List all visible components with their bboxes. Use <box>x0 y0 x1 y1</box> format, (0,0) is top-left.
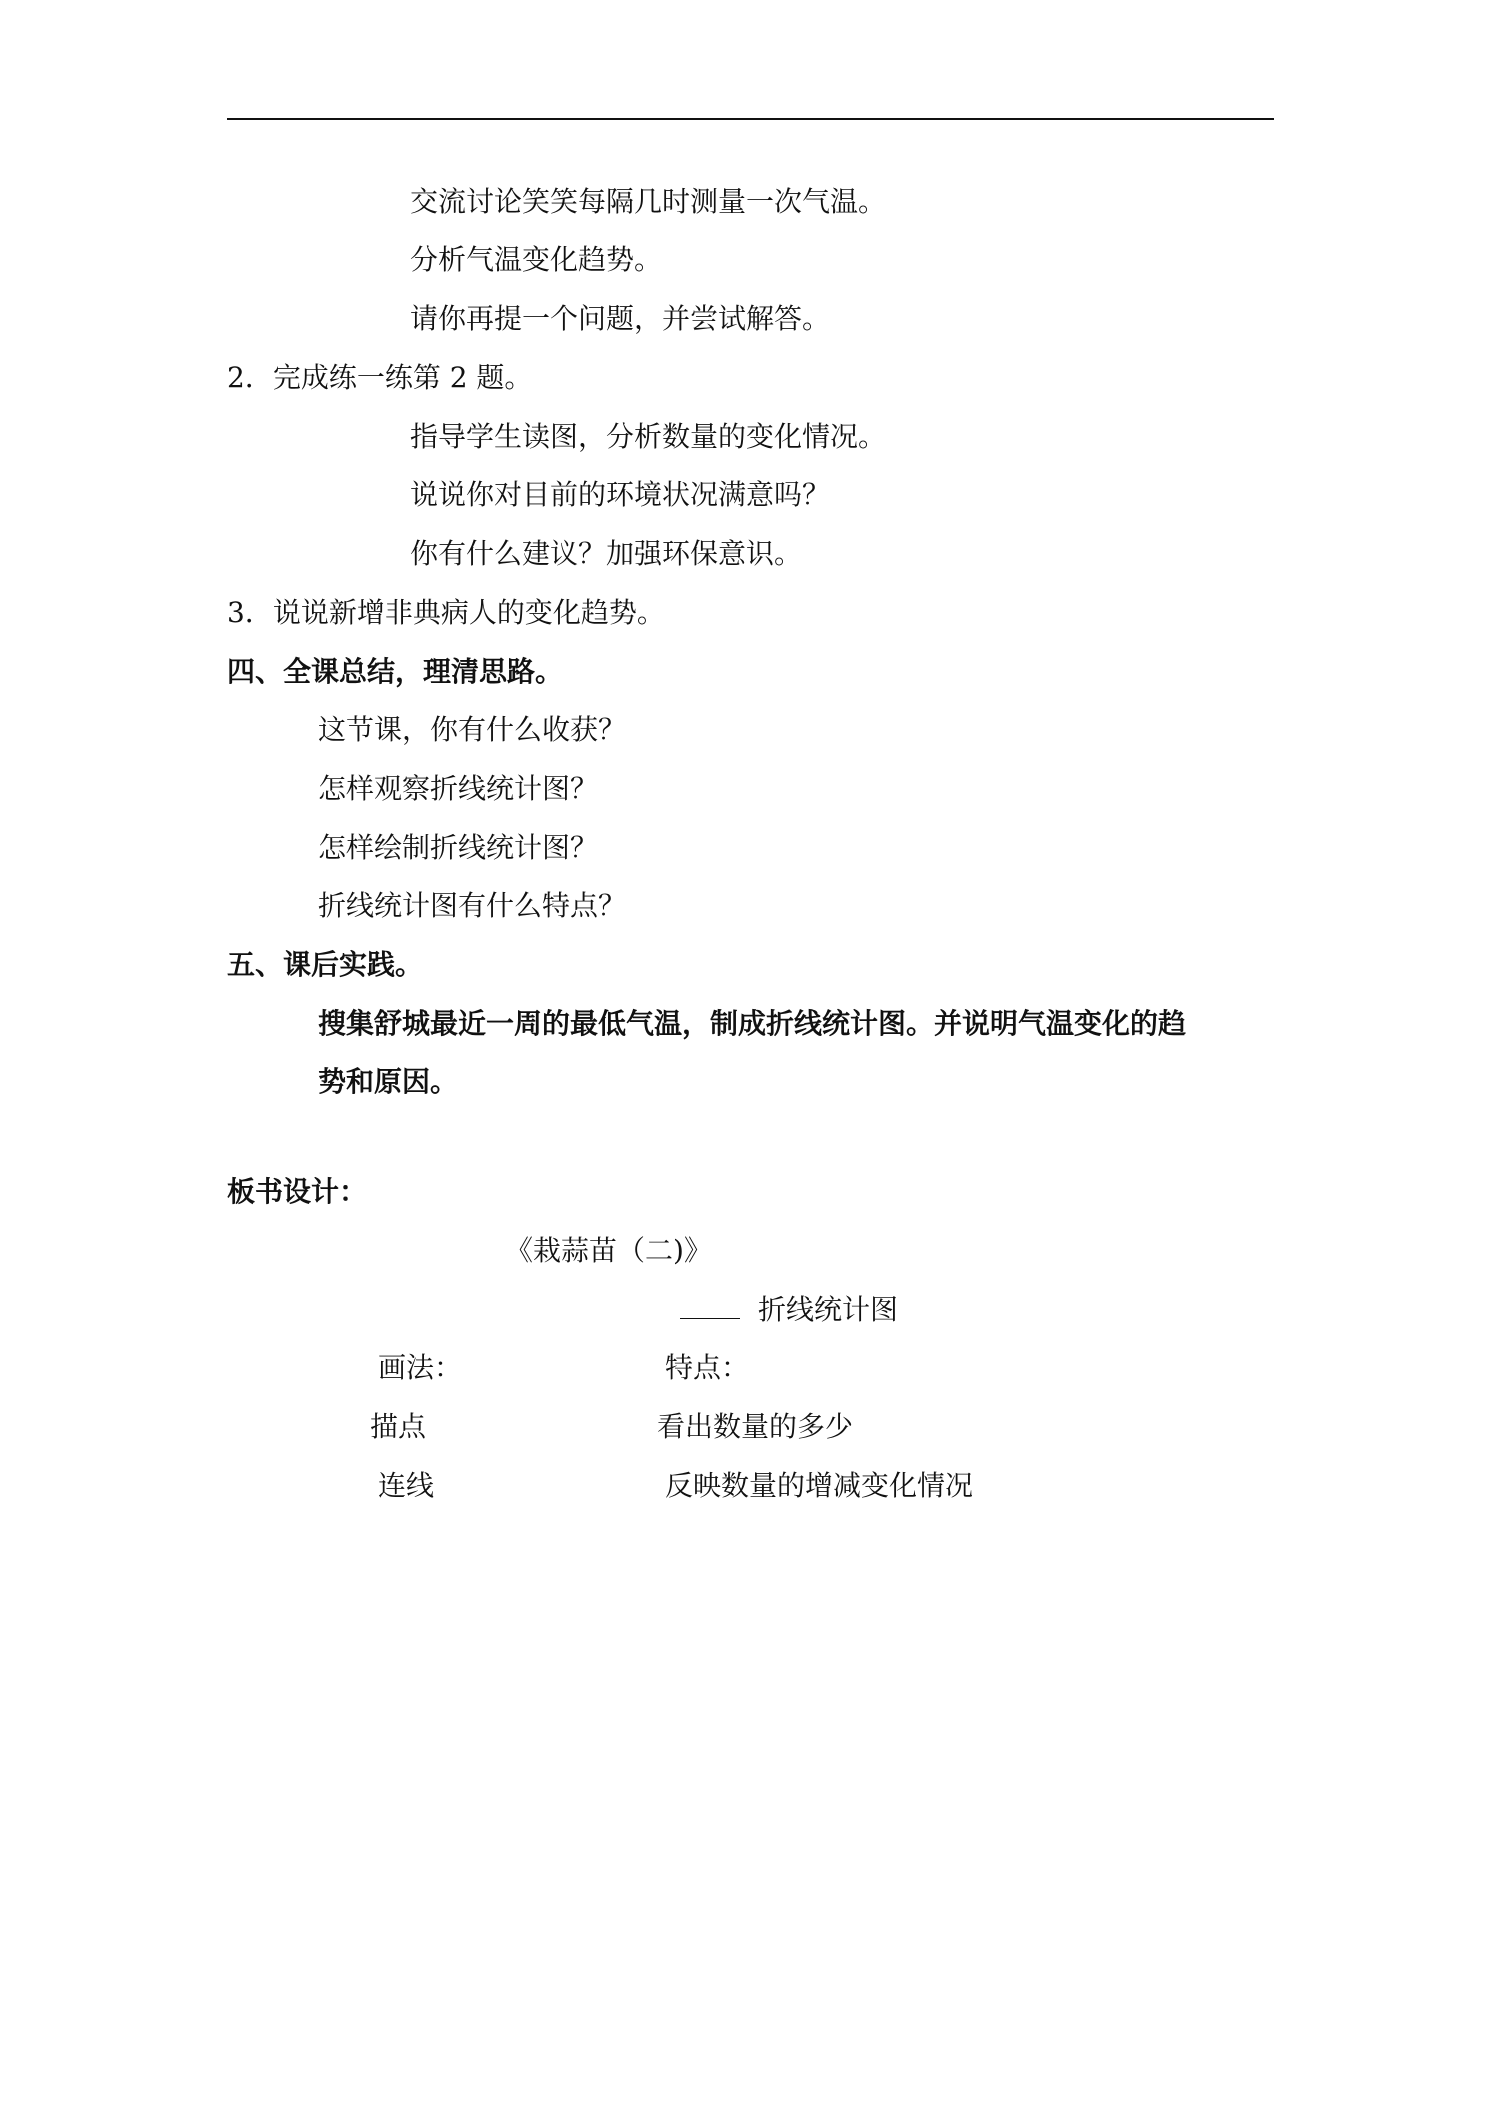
list-item: 2．完成练一练第 2 题。 <box>227 361 533 394</box>
board-subtitle-text: 折线统计图 <box>758 1293 899 1326</box>
paragraph-line: 请你再提一个问题，并尝试解答。 <box>410 302 831 335</box>
question-line: 怎样绘制折线统计图？ <box>318 831 599 864</box>
task-line: 势和原因。 <box>318 1065 459 1098</box>
section-heading: 五、课后实践。 <box>227 948 424 981</box>
feature-item: 看出数量的多少 <box>657 1410 854 1443</box>
section-heading: 四、全课总结，理清思路。 <box>227 655 564 688</box>
fill-in-blank <box>680 1290 740 1319</box>
method-label: 画法： <box>378 1351 463 1384</box>
method-item: 连线 <box>378 1469 435 1502</box>
board-title: 《栽蒜苗（二)》 <box>505 1234 712 1267</box>
paragraph-line: 说说你对目前的环境状况满意吗？ <box>410 478 831 511</box>
question-line: 怎样观察折线统计图？ <box>318 772 599 805</box>
question-line: 这节课，你有什么收获？ <box>318 713 627 746</box>
paragraph-line: 指导学生读图，分析数量的变化情况。 <box>410 420 887 453</box>
board-design-heading: 板书设计： <box>227 1175 368 1208</box>
feature-label: 特点： <box>665 1351 750 1384</box>
header-rule <box>227 118 1274 120</box>
method-item: 描点 <box>370 1410 427 1443</box>
feature-item: 反映数量的增减变化情况 <box>665 1469 974 1502</box>
question-line: 折线统计图有什么特点？ <box>318 889 627 922</box>
task-line: 搜集舒城最近一周的最低气温，制成折线统计图。并说明气温变化的趋 <box>318 1007 1187 1040</box>
list-item: 3．说说新增非典病人的变化趋势。 <box>227 596 665 629</box>
board-subtitle <box>680 1290 898 1330</box>
paragraph-line: 你有什么建议？加强环保意识。 <box>410 537 803 570</box>
paragraph-line: 分析气温变化趋势。 <box>410 243 663 276</box>
paragraph-line: 交流讨论笑笑每隔几时测量一次气温。 <box>410 185 887 218</box>
